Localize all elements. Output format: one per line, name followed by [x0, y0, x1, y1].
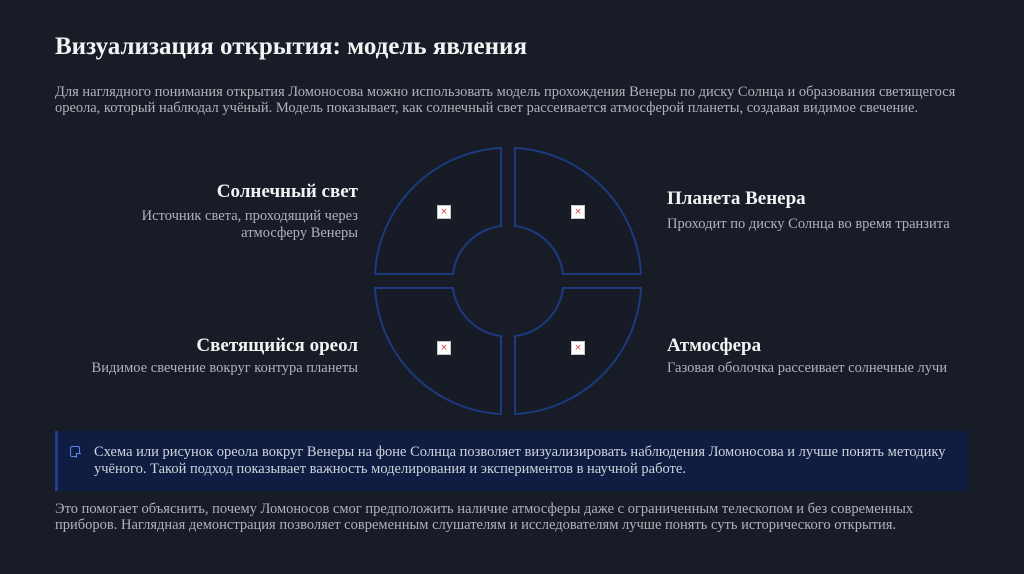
ring-diagram: [371, 144, 645, 418]
slide-title: Визуализация открытия: модель явления: [55, 33, 527, 60]
feature-desc-sunlight: Источник света, проходящий через атмосферу Венеры: [141, 208, 358, 241]
callout-text: Схема или рисунок ореола вокруг Венеры на фоне Солнца позволяет визуализировать наблюдения Ломоносова и лучше понять методику учёного. Такой подход показывает важность моделирования и экспериментов в научной работе.: [94, 444, 946, 477]
broken-image-icon: ×: [437, 341, 451, 355]
broken-image-icon: ×: [571, 205, 585, 219]
broken-image-icon: ×: [437, 205, 451, 219]
feature-title-venus: Планета Венера: [667, 188, 806, 209]
feature-title-atmosphere: Атмосфера: [667, 335, 762, 356]
note-icon: [70, 446, 80, 457]
feature-title-halo: Светящийся ореол: [196, 335, 358, 356]
broken-image-icon: ×: [571, 341, 585, 355]
ring-diagram-svg: [371, 144, 645, 418]
feature-desc-atmosphere: Газовая оболочка рассеивает солнечные лучи: [667, 360, 948, 376]
intro-paragraph: Для наглядного понимания открытия Ломоносова можно использовать модель прохождения Венеры по диску Солнца и образования светящегося ореола, который наблюдал учёный. Модель показывает, как солнечный свет рассеивается атмосферой планеты, создавая видимое свечение.: [55, 84, 956, 116]
feature-desc-venus: Проходит по диску Солнца во время транзита: [667, 216, 950, 232]
feature-title-sunlight: Солнечный свет: [216, 181, 358, 202]
callout-box: [55, 431, 969, 491]
conclusion-paragraph: Это помогает объяснить, почему Ломоносов смог предположить наличие атмосферы даже с ограниченным телескопом и без современных приборов. Наглядная демонстрация позволяет современным слушателям и исследователям лучше понять суть исторического открытия.: [55, 501, 914, 533]
feature-desc-halo: Видимое свечение вокруг контура планеты: [91, 360, 358, 376]
